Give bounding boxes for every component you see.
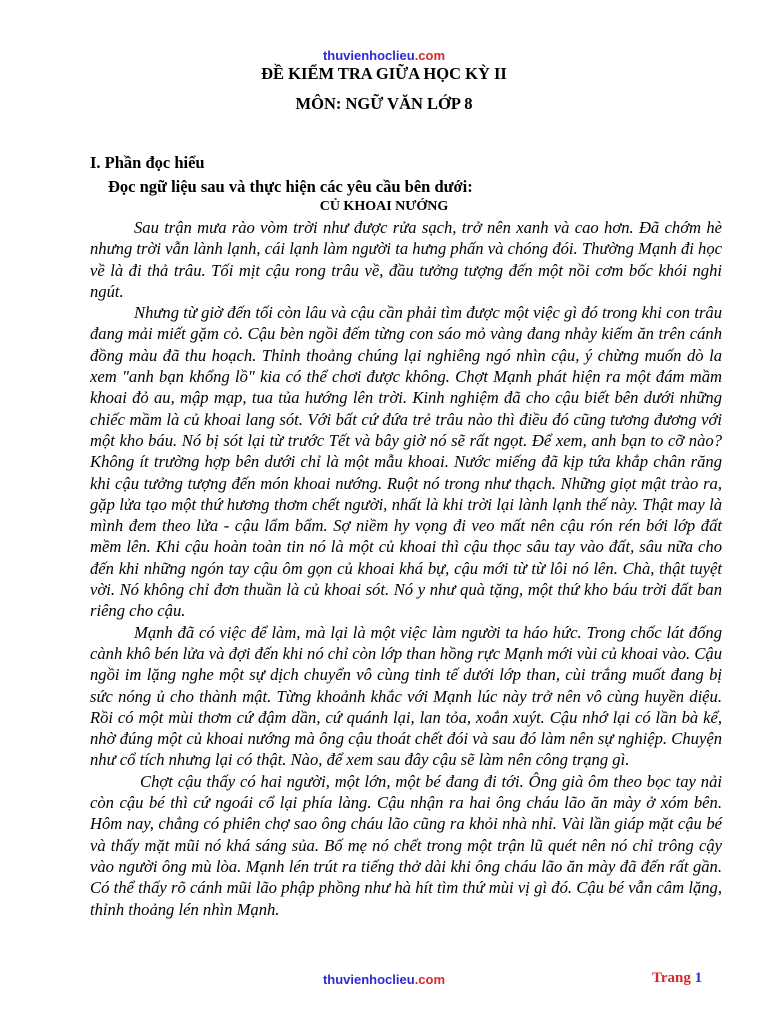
exam-title: ĐỀ KIỂM TRA GIỮA HỌC KỲ II <box>261 64 507 83</box>
story-title: CỦ KHOAI NƯỚNG <box>319 199 449 214</box>
footer-site-name: thuvienhoclieu <box>322 972 415 987</box>
passage-paragraph: Mạnh đã có việc để làm, mà lại là một việc làm người ta háo hức. Trong chốc lát đống cành khô bén lửa và đợi đến khi nó chỉ còn lớp than hồng rực Mạnh mới vùi củ khoai vào. Cậu ngồi im lặng nghe một sự dịch chuyển vô cùng tinh tế dưới lớp than, cùi trắng muốt đang bị sức nóng ủ cho thành mật. Từng khoảnh khắc với Mạnh lúc này trở nên vô cùng huyền diệu. Rồi có một mùi thơm cứ đậm dần, cứ quánh lại, lan tỏa, xoắn xuýt. Cậu nhớ lại có lần bà kể, nhờ đúng một củ khoai nướng mà ông cậu thoát chết đói và sau đó làm nên sự nghiệp. Chuyện như cổ tích nhưng lại có thật. Nào, để xem sau đây cậu sẽ làm nên công trạng gì. <box>90 622 722 770</box>
header-site-domain: .com <box>414 48 446 63</box>
page-number-value: 1 <box>694 970 703 986</box>
header-site-name: thuvienhoclieu <box>322 48 415 63</box>
page-label: Trang <box>652 970 691 986</box>
instruction-text: Đọc ngữ liệu sau và thực hiện các yêu cầu bên dưới: <box>108 177 473 196</box>
footer-site-domain: .com <box>414 972 446 987</box>
header-site-watermark <box>0 48 768 63</box>
reading-passage <box>90 217 722 920</box>
page-number <box>652 970 702 987</box>
passage-paragraph: Chợt cậu thấy có hai người, một lớn, một bé đang đi tới. Ông già ôm theo bọc tay nải còn cậu bé thì cứ ngoái cổ lại phía làng. Cậu nhận ra hai ông cháu lão ăn mày ở xóm bên. Hôm nay, chẳng có phiên chợ sao ông cháu lão cũng ra khỏi nhà nhỉ. Vài lần giáp mặt cậu bé và thấy mặt mũi nó khá sáng sủa. Bố mẹ nó chết trong một trận lũ quét nên nó chỉ trông cậy vào người ông mù lòa. Mạnh lén trút ra tiếng thở dài khi ông cháu lão ăn mày đã đến rất gần. Có thể thấy rõ cánh mũi lão phập phồng như hà hít tìm thứ mùi vị gì đó. Cậu bé vẫn câm lặng, thỉnh thoảng lén nhìn Mạnh. <box>90 771 722 919</box>
passage-paragraph: Nhưng từ giờ đến tối còn lâu và cậu cần phải tìm được một việc gì đó trong khi con trâu đang mải miết gặm cỏ. Cậu bèn ngồi đếm từng con sáo mỏ vàng đang nhảy kiếm ăn trên cánh đồng màu đã thu hoạch. Thỉnh thoảng chúng lại nghiêng ngó nhìn cậu, ý chừng muốn dò la xem "anh bạn khổng lồ" kia có thể chơi được không. Chợt Mạnh phát hiện ra một đám mầm khoai đỏ au, mập mạp, tua tủa hướng lên trời. Kinh nghiệm đã cho cậu biết bên dưới những chiếc mầm là củ khoai lang sót. Với bất cứ đứa trẻ trâu nào thì điều đó cũng tương đương với một kho báu. Nó bị sót lại từ trước Tết và bây giờ nó sẽ rất ngọt. Để xem, anh bạn to cỡ nào? Không ít trường hợp bên dưới chỉ là một mẫu khoai. Nước miếng đã kịp tứa khắp chân răng khi cậu tưởng tượng đến món khoai nướng. Ruột nó trong như thạch. Những giọt mật trào ra, gặp lửa tạo một thứ hương thơm chết người, nhất là khi trời lại lành lạnh thế này. Thật may là mình đem theo lửa - cậu lẩm bẩm. Sợ niềm hy vọng đi veo mất nên cậu rón rén bới lớp đất mềm lên. Khi cậu hoàn toàn tin nó là một củ khoai thì cậu thọc sâu tay vào đất, sâu nữa cho đến khi những ngón tay cậu ôm gọn củ khoai khá bự, cậu mới từ từ lôi nó lên. Chà, thật tuyệt vời. Nó không chỉ đơn thuần là củ khoai sót. Nó y như quà tặng, một thứ kho báu trời đất ban riêng cho cậu. <box>90 303 722 621</box>
section-heading: I. Phần đọc hiểu <box>90 153 205 172</box>
subject-title: MÔN: NGỮ VĂN LỚP 8 <box>295 94 473 113</box>
passage-paragraph: Sau trận mưa rào vòm trời như được rửa sạch, trở nên xanh và cao hơn. Đã chớm hè nhưng trời vẫn lành lạnh, cái lạnh làm người ta hưng phấn và chóng đói. Thường Mạnh đi học về là đi thả trâu. Tối mịt cậu rong trâu về, đầu tưởng tượng đến một nồi cơm bốc khói nghi ngút. <box>90 218 722 301</box>
